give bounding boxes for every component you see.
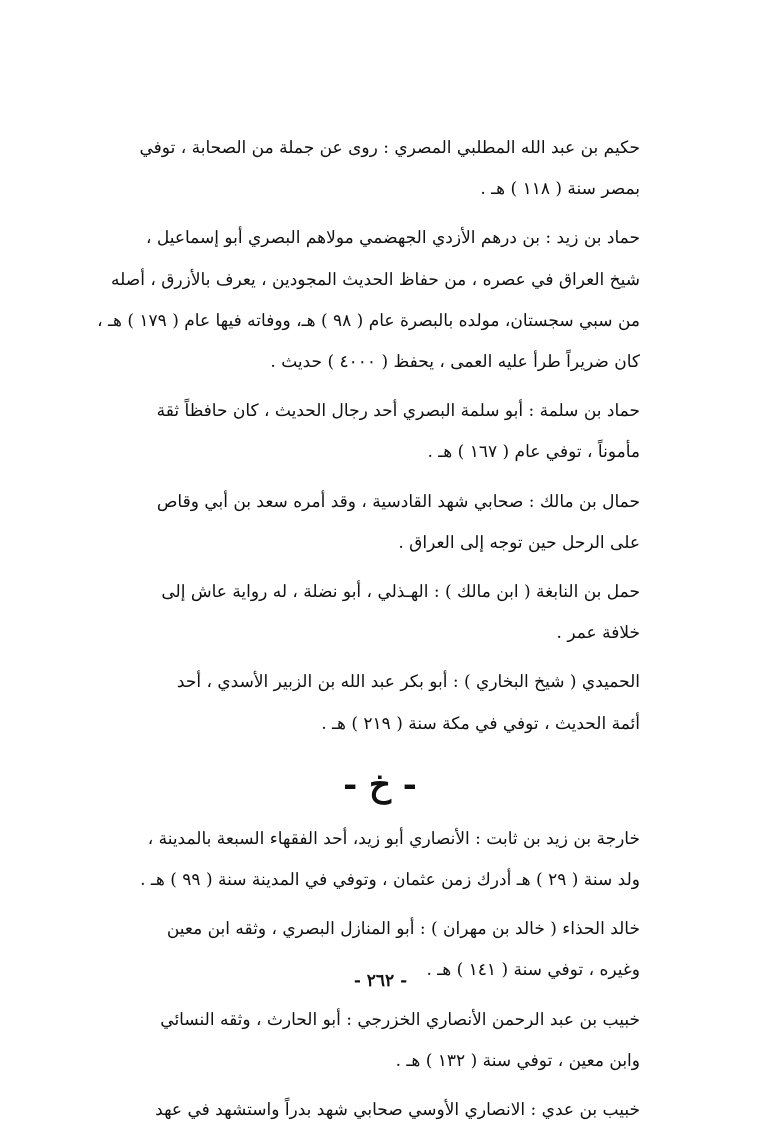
entry-line: حمل بن النابغة ( ابن مالك ) : الهـذلي ، أبو نضلة ، له رواية عاش إلى [161, 582, 640, 603]
entry-line: ولد سنة ( ٢٩ ) هـ أدرك زمن عثمان ، وتوفي في المدينة سنة ( ٩٩ ) هـ . [140, 870, 640, 891]
entry-line: الحميدي ( شيخ البخاري ) : أبو بكر عبد الله بن الزبير الأسدي ، أحد [176, 672, 640, 693]
entry-line: على الرحل حين توجه إلى العراق . [398, 532, 640, 553]
entry-line: شيخ العراق في عصره ، من حفاظ الحديث المجودين ، يعرف بالأزرق ، أصله [111, 269, 640, 290]
entry-line: مأموناً ، توفي عام ( ١٦٧ ) هـ . [427, 442, 640, 463]
page-number: - ٢٦٢ - [353, 971, 408, 991]
entry-hammad-bin-salama [120, 391, 640, 473]
entry-line: خبيب بن عبد الرحمن الأنصاري الخزرجي : أبو الحارث ، وثقه النسائي [160, 1009, 640, 1030]
entry-line: حماد بن زيد : بن درهم الأزدي الجهضمي مولاهم البصري أبو إسماعيل ، [145, 228, 640, 249]
entry-line: خبيب بن عدي : الانصاري الأوسي صحابي شهد بدراً واستشهد في عهد [155, 1100, 640, 1121]
entry-line: حمال بن مالك : صحابي شهد القادسية ، وقد أمره سعد بن أبي وقاص [156, 491, 640, 512]
entry-line: خارجة بن زيد بن ثابت : الأنصاري أبو زيد، أحد الفقهاء السبعة بالمدينة ، [147, 828, 640, 849]
entry-khubayb-bin-adi [120, 1090, 640, 1131]
entry-line: خالد الحذاء ( خالد بن مهران ) : أبو المنازل البصري ، وثقه ابن معين [166, 919, 640, 940]
entry-line: بمصر سنة ( ١١٨ ) هـ . [480, 179, 640, 200]
entry-hukaym [120, 128, 640, 210]
entry-al-humaydi [120, 662, 640, 744]
entry-line: من سبي سجستان، مولده بالبصرة عام ( ٩٨ ) هـ، ووفاته فيها عام ( ١٧٩ ) هـ ، [97, 310, 640, 331]
entry-line: خلافة عمر . [556, 623, 640, 644]
entry-line: وغيره ، توفي سنة ( ١٤١ ) هـ . [426, 960, 640, 981]
entry-hammad-bin-zayd [97, 218, 640, 383]
entry-line: حكيم بن عبد الله المطلبي المصري : روى عن جملة من الصحابة ، توفي [139, 138, 640, 158]
entry-line: حماد بن سلمة : أبو سلمة البصري أحد رجال الحديث ، كان حافظاً ثقة [156, 401, 640, 422]
entry-khubayb-bin-abd-al-rahman [120, 1000, 640, 1082]
entry-hammal-bin-malik [120, 482, 640, 564]
section-header-kha: - خ - [343, 764, 417, 805]
entry-line: كان ضريراً طرأ عليه العمى ، يحفظ ( ٤٠٠٠ ) حديث . [270, 352, 640, 373]
entry-line: أئمة الحديث ، توفي في مكة سنة ( ٢١٩ ) هـ . [321, 713, 640, 734]
entry-line: وابن معين ، توفي سنة ( ١٣٢ ) هـ . [395, 1050, 640, 1071]
entry-kharija-bin-zayd [120, 819, 640, 901]
entry-haml-bin-al-nabigha [120, 572, 640, 654]
